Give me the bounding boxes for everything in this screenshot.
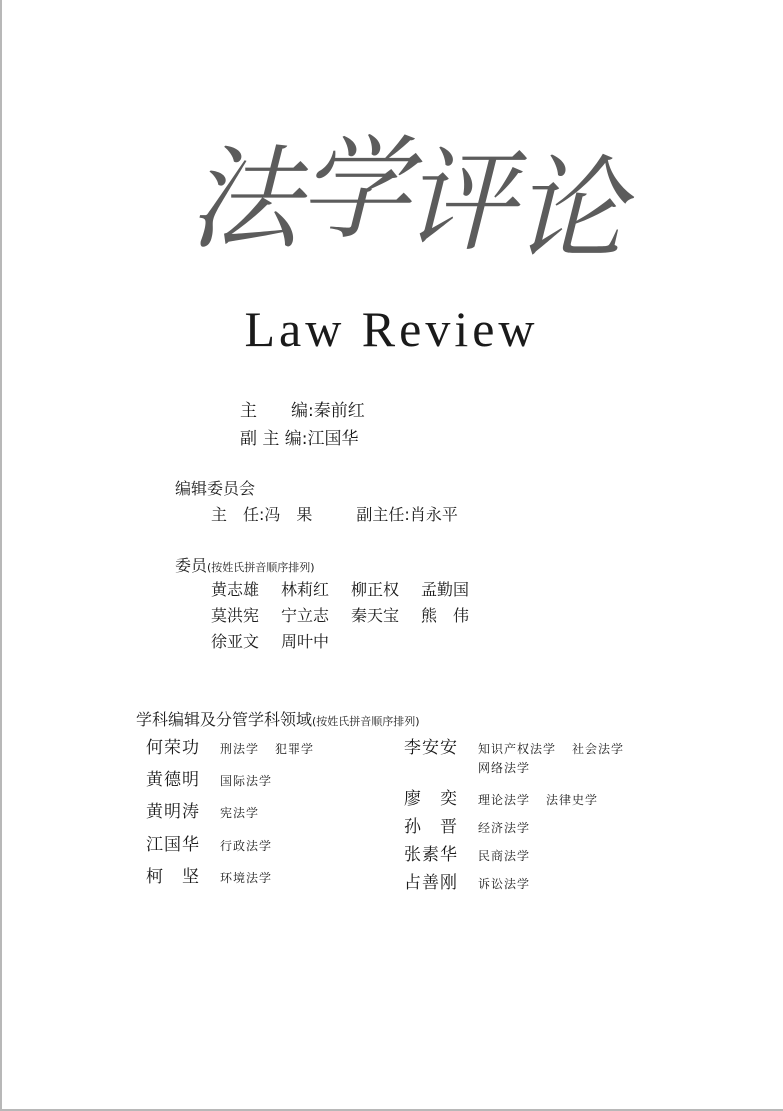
field-label: 宪法学 [220, 806, 260, 820]
members-row-2 [211, 603, 469, 626]
members-heading-line [175, 553, 315, 576]
member-name: 莫洪宪 [211, 606, 260, 625]
field-label: 犯罪学 [275, 742, 315, 756]
subject-editors-heading-line [136, 707, 420, 730]
members-row-3 [211, 629, 329, 652]
director-label: 主 任: [211, 505, 265, 524]
english-title: Law Review [244, 301, 539, 357]
chief-editor-name: 秦前红 [313, 401, 365, 421]
field-label: 民商法学 [478, 849, 531, 863]
deputy-editor-label: 副 主 编: [240, 429, 308, 449]
field-label: 刑法学 [220, 742, 260, 756]
calligraphy-title [188, 108, 638, 278]
members-note: (按姓氏拼音顺序排列) [207, 561, 315, 574]
title-char-3: 评 [403, 137, 515, 267]
committee-heading: 编辑委员会 [175, 479, 256, 498]
vice-director-label: 副主任: [356, 505, 410, 524]
director-name: 冯 果 [264, 505, 313, 524]
subject-editors-note: (按姓氏拼音顺序排列) [312, 715, 420, 728]
editor-name: 占善刚 [404, 873, 458, 893]
deputy-editor-line [240, 424, 359, 449]
vice-director-name: 肖永平 [409, 505, 458, 524]
member-name: 孟勤国 [421, 580, 470, 599]
editor-name: 张素华 [404, 845, 458, 865]
field-label: 诉讼法学 [478, 877, 531, 891]
member-name: 林莉红 [281, 580, 330, 599]
subject-editor-row [146, 797, 259, 822]
committee-director-line [211, 502, 458, 525]
field-label: 法律史学 [546, 793, 599, 807]
title-char-2: 学 [298, 125, 410, 255]
subject-editor-row [146, 862, 272, 887]
subject-editor-row [146, 733, 314, 758]
subject-editor-row [146, 830, 272, 855]
members-heading: 委员 [175, 556, 208, 575]
member-name: 宁立志 [281, 606, 330, 625]
chief-editor-line [240, 396, 365, 421]
field-label: 网络法学 [478, 761, 531, 775]
member-name: 徐亚文 [211, 632, 260, 651]
editor-name: 黄明涛 [146, 802, 200, 822]
field-label: 国际法学 [220, 774, 273, 788]
member-name: 周叶中 [281, 632, 330, 651]
title-char-1: 法 [188, 135, 300, 265]
subject-editor-row [404, 840, 530, 865]
subject-editor-row [404, 784, 598, 809]
field-label: 行政法学 [220, 839, 273, 853]
editor-name: 何荣功 [146, 738, 200, 758]
editor-name: 李安安 [404, 738, 458, 758]
subject-editors-heading: 学科编辑及分管学科领域 [136, 710, 313, 729]
subject-editor-row [404, 868, 530, 893]
members-row-1 [211, 577, 469, 600]
member-name: 熊 伟 [421, 606, 470, 625]
member-name: 秦天宝 [351, 606, 400, 625]
field-label: 社会法学 [572, 742, 625, 756]
member-name: 黄志雄 [211, 580, 260, 599]
subject-editor-row [404, 733, 624, 758]
field-label: 环境法学 [220, 871, 273, 885]
subject-editor-row [146, 765, 272, 790]
editor-name: 江国华 [146, 835, 200, 855]
editor-name: 黄德明 [146, 770, 200, 790]
deputy-editor-name: 江国华 [307, 429, 359, 449]
field-label: 理论法学 [478, 793, 531, 807]
title-char-4: 论 [513, 145, 625, 275]
field-label: 经济法学 [478, 821, 531, 835]
chief-editor-label: 主 编: [240, 401, 314, 421]
editor-name: 孙 晋 [404, 817, 458, 837]
subject-editor-row [404, 812, 530, 837]
editor-name: 廖 奕 [404, 789, 458, 809]
editor-name: 柯 坚 [146, 867, 200, 887]
member-name: 柳正权 [351, 580, 400, 599]
field-label: 知识产权法学 [478, 742, 557, 756]
